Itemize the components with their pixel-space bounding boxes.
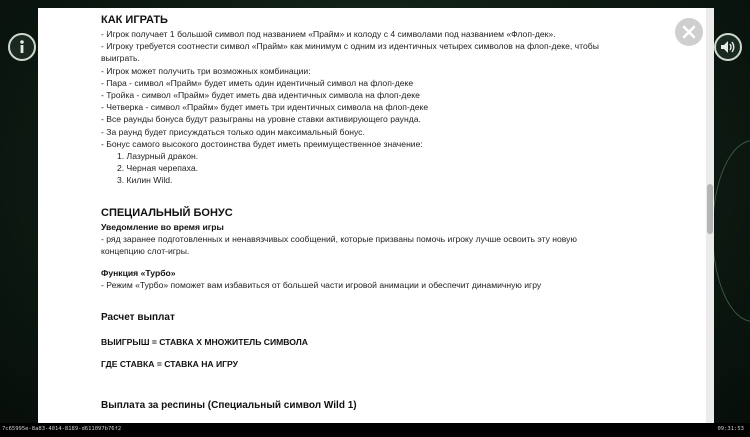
speaker-icon: [720, 40, 736, 54]
close-button[interactable]: [675, 18, 703, 46]
payout-heading: Расчет выплат: [101, 311, 175, 323]
how-to-play-heading: КАК ИГРАТЬ: [101, 14, 168, 26]
notification-title: Уведомление во время игры: [101, 221, 224, 232]
clock: 09:31:53: [717, 426, 744, 432]
paytable-panel: [38, 8, 714, 423]
rule-line: - Пара - символ «Прайм» будет иметь один идентичный символ на флоп-деке: [101, 77, 414, 88]
info-icon: [15, 39, 29, 55]
rule-line: - Игроку требуется соотнести символ «Прайм» как минимум с одним из идентичных четырех символов на флоп-деке, чтобы: [101, 41, 599, 52]
rule-line: - Тройка - символ «Прайм» будет иметь два идентичных символа на флоп-деке: [101, 90, 420, 101]
rule-line: - За раунд будет присуждаться только один максимальный бонус.: [101, 126, 365, 137]
rule-line: - Четверка - символ «Прайм» будет иметь три идентичных символа на флоп-деке: [101, 102, 429, 113]
status-footer: [0, 423, 750, 437]
scrollbar-thumb[interactable]: [707, 184, 713, 234]
payout-formula: ВЫИГРЫШ = СТАВКА Х МНОЖИТЕЛЬ СИМВОЛА: [101, 336, 309, 347]
special-bonus-heading: СПЕЦИАЛЬНЫЙ БОНУС: [101, 206, 233, 219]
respins-payout-heading: Выплата за респины (Специальный символ Wild 1): [101, 400, 357, 412]
rule-line: - Все раунды бонуса будут разыграны на уровне ставки активирующего раунда.: [101, 114, 421, 125]
rule-line: выиграть.: [101, 53, 140, 64]
notification-line: концепцию слот-игры.: [101, 246, 190, 257]
bet-definition: ГДЕ СТАВКА = СТАВКА НА ИГРУ: [101, 358, 239, 369]
notification-line: - ряд заранее подготовленных и ненавязчивых сообщений, которые призваны помочь игроку лучше освоить эту новую: [101, 233, 577, 244]
rule-line: - Бонус самого высокого достоинства будет иметь преимущественное значение:: [101, 138, 423, 149]
rule-line: - Игрок может получить три возможных комбинации:: [101, 65, 311, 76]
scrollbar[interactable]: [706, 8, 714, 423]
close-icon: [682, 25, 696, 39]
turbo-title: Функция «Турбо»: [101, 268, 176, 279]
bonus-rank-item: 1. Лазурный дракон.: [117, 151, 199, 162]
sound-button[interactable]: [714, 33, 742, 61]
info-button[interactable]: [8, 33, 36, 61]
rule-line: - Игрок получает 1 большой символ под названием «Прайм» и колоду с 4 символами под названием «Флоп-дек».: [101, 29, 556, 39]
turbo-text: - Режим «Турбо» поможет вам избавиться от большей части игровой анимации и обеспечит динамичную игру: [101, 280, 542, 291]
session-id: 7c65995e-8a83-4014-8189-d611097b76f2: [2, 426, 122, 432]
rules-content: [101, 12, 671, 414]
bonus-rank-item: 3. Килин Wild.: [117, 175, 173, 186]
bonus-rank-item: 2. Черная черепаха.: [117, 163, 199, 174]
